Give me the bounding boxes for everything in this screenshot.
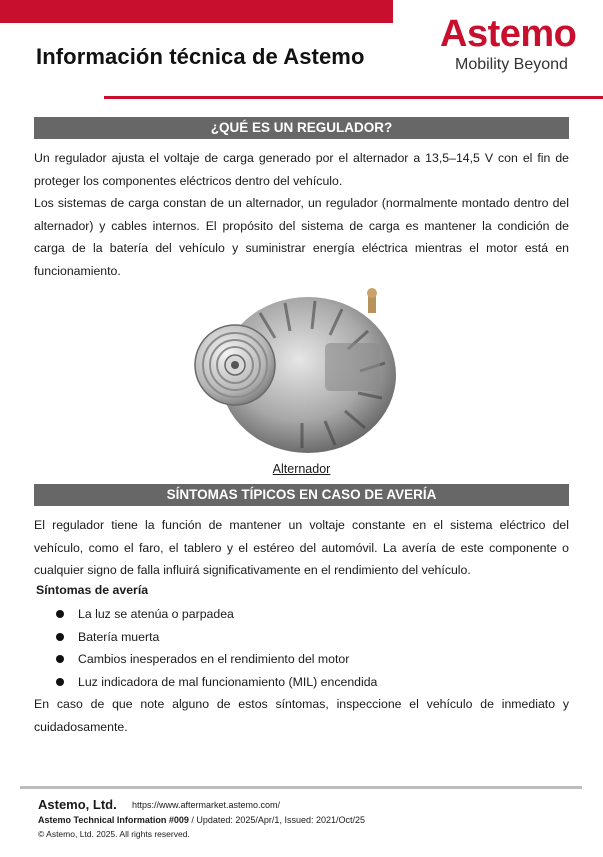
paragraph-charging-system: Los sistemas de carga constan de un alternador, un regulador (normalmente montado dentro del alternador) y cables internos. El propósito del sistema de carga es mantener la condición de carga de la batería del vehículo y suministrar energía eléctrica mientras el motor está en funcionamiento. (34, 196, 569, 278)
document-dates: / Updated: 2025/Apr/1, Issued: 2021/Oct/25 (188, 815, 365, 825)
astemo-logo (440, 13, 590, 73)
alternator-image (190, 283, 405, 461)
footer-website-link[interactable]: https://www.aftermarket.astemo.com/ (132, 800, 281, 810)
section-heading-regulator: ¿QUÉ ES UN REGULADOR? (34, 117, 569, 139)
bullet-icon (56, 610, 64, 618)
section-heading-symptoms: SÍNTOMAS TÍPICOS EN CASO DE AVERÍA (34, 484, 569, 506)
bullet-icon (56, 678, 64, 686)
paragraph-regulator-definition: Un regulador ajusta el voltaje de carga generado por el alternador a 13,5–14,5 V con el fin de proteger los componentes eléctricos dentro del vehículo. (34, 151, 569, 188)
logo-tagline: Mobility Beyond (455, 56, 568, 73)
bullet-icon (56, 655, 64, 663)
footer-company-name: Astemo, Ltd. (38, 797, 117, 812)
list-item: Batería muerta (56, 626, 377, 649)
list-item: Cambios inesperados en el rendimiento del motor (56, 648, 377, 671)
symptoms-subheading: Síntomas de avería (36, 583, 149, 597)
list-item: La luz se atenúa o parpadea (56, 603, 377, 626)
symptoms-list (56, 603, 377, 693)
footer-divider (20, 786, 582, 789)
footer-copyright: © Astemo, Ltd. 2025. All rights reserved. (38, 829, 190, 839)
paragraph-inspection-advice: En caso de que note alguno de estos síntomas, inspeccione el vehículo de inmediato y cuidadosamente. (34, 697, 569, 734)
top-accent-bar (0, 0, 393, 23)
bullet-icon (56, 633, 64, 641)
list-item: Luz indicadora de mal funcionamiento (MIL) encendida (56, 671, 377, 694)
page-title: Información técnica de Astemo (36, 44, 365, 69)
logo-wordmark: Astemo (440, 13, 577, 55)
document-number: Astemo Technical Information #009 (38, 815, 189, 825)
footer-document-info (38, 815, 365, 825)
header-divider (104, 96, 603, 99)
paragraph-regulator-function: El regulador tiene la función de mantener un voltaje constante en el sistema eléctrico del vehículo, como el faro, el tablero y el estéreo del automóvil. La avería de este componente o cualquier signo de falla influirá significativamente en el rendimiento del vehículo. (34, 518, 569, 578)
image-caption: Alternador (272, 462, 331, 476)
